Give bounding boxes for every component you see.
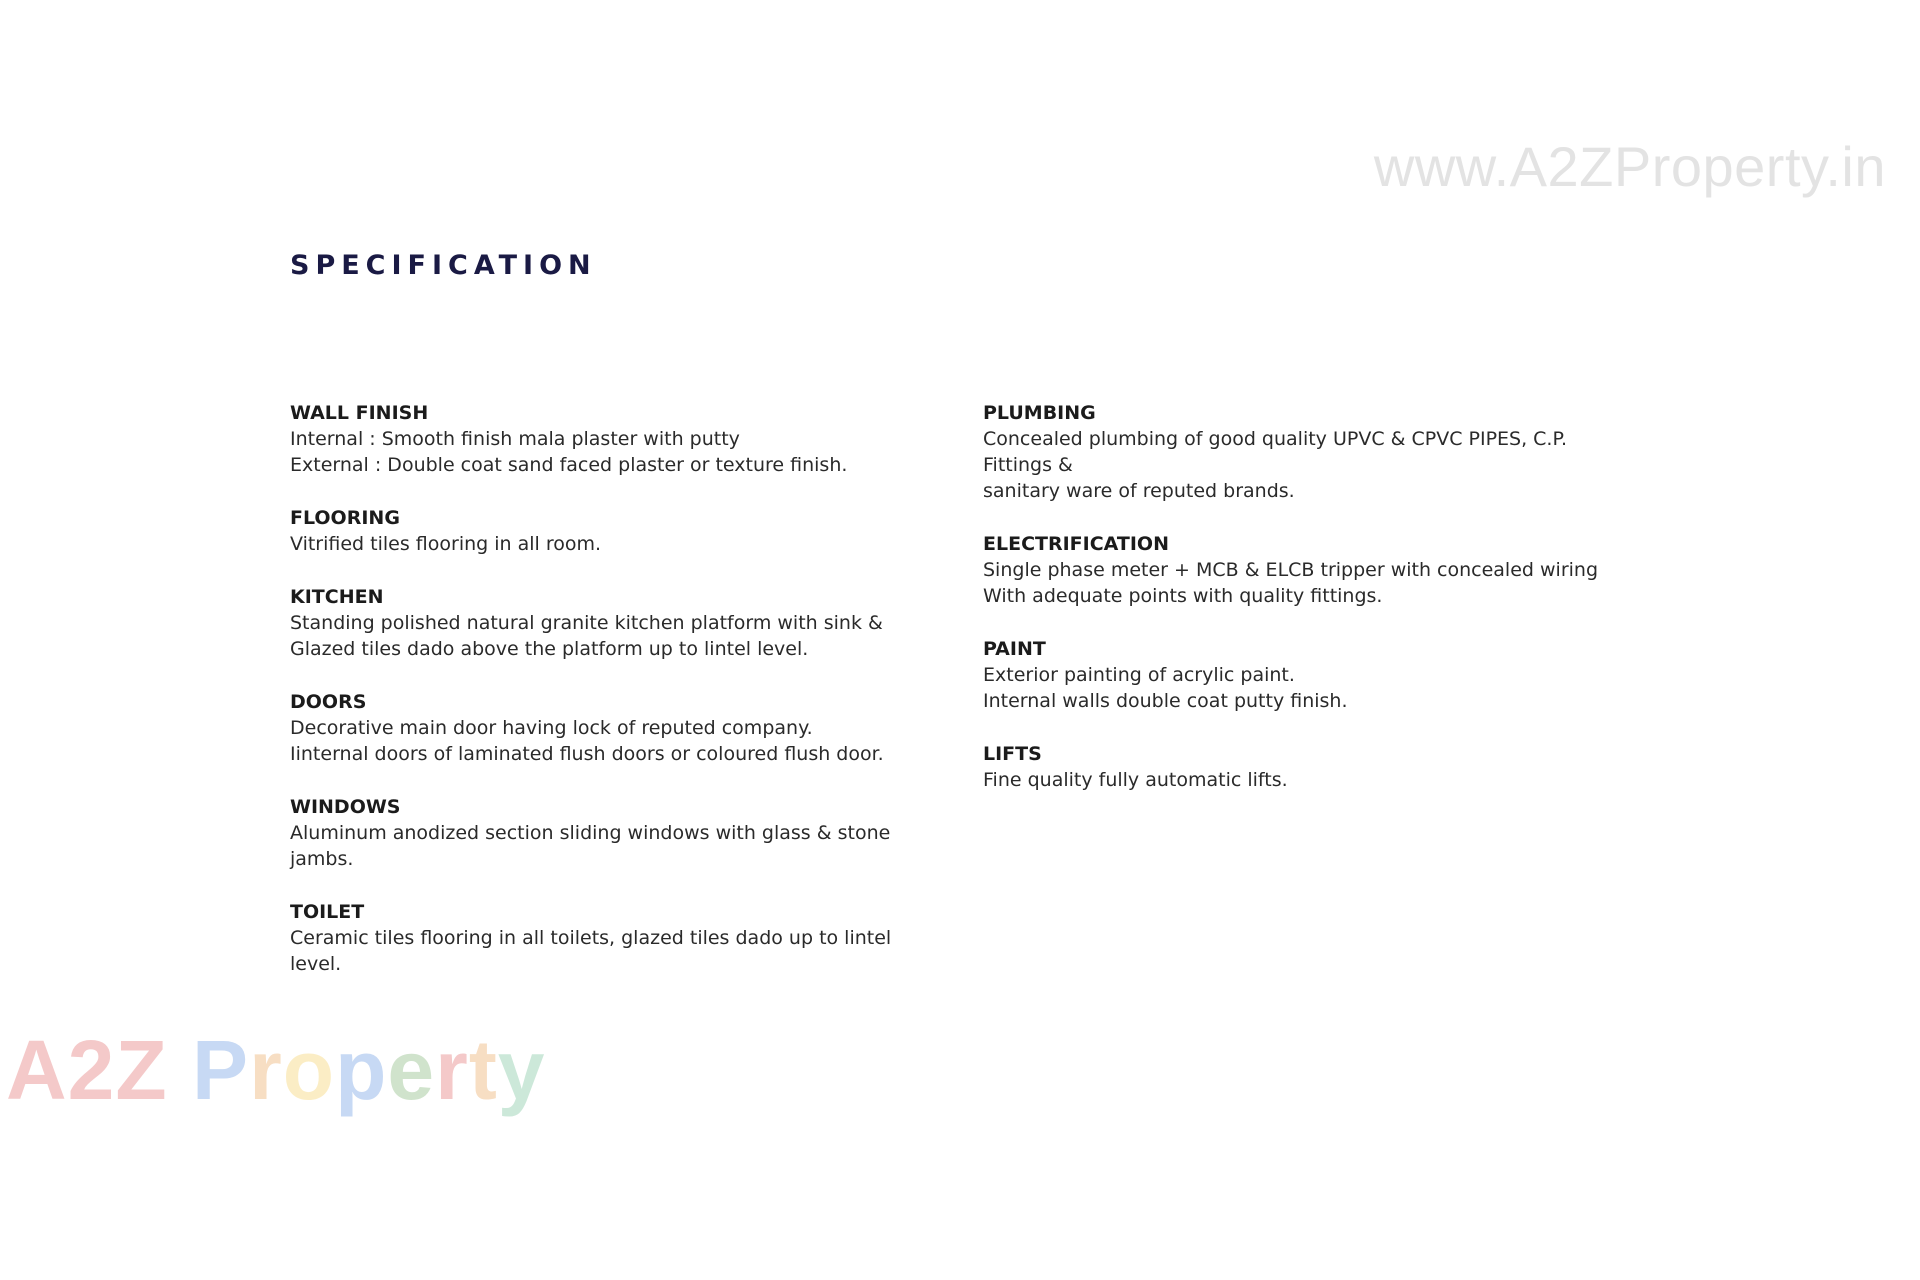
spec-line: Ceramic tiles flooring in all toilets, glazed tiles dado up to lintel — [290, 927, 892, 949]
spec-plumbing — [983, 400, 1663, 504]
spec-flooring — [290, 505, 970, 557]
spec-toilet — [290, 899, 970, 977]
spec-heading: TOILET — [290, 901, 365, 923]
spec-line: Fittings & — [983, 454, 1073, 476]
spec-heading: PAINT — [983, 638, 1046, 660]
spec-line: Concealed plumbing of good quality UPVC & CPVC PIPES, C.P. — [983, 428, 1568, 450]
spec-heading: PLUMBING — [983, 402, 1096, 424]
spec-electrification — [983, 531, 1663, 609]
spec-line: Glazed tiles dado above the platform up to lintel level. — [290, 638, 809, 660]
spec-windows — [290, 794, 970, 872]
spec-column-left — [290, 400, 970, 1004]
spec-line: Exterior painting of acrylic paint. — [983, 664, 1295, 686]
spec-line: Internal walls double coat putty finish. — [983, 690, 1348, 712]
spec-heading: WALL FINISH — [290, 402, 429, 424]
spec-line: Fine quality fully automatic lifts. — [983, 769, 1288, 791]
spec-heading: WINDOWS — [290, 796, 401, 818]
spec-line: sanitary ware of reputed brands. — [983, 480, 1295, 502]
spec-line: Single phase meter + MCB & ELCB tripper with concealed wiring — [983, 559, 1599, 581]
spec-line: Internal : Smooth finish mala plaster with putty — [290, 428, 740, 450]
spec-doors — [290, 689, 970, 767]
watermark-logo: A2Z Property — [6, 1023, 546, 1117]
spec-line: With adequate points with quality fittings. — [983, 585, 1383, 607]
spec-line: Standing polished natural granite kitchen platform with sink & — [290, 612, 883, 634]
spec-line: level. — [290, 953, 342, 975]
spec-heading: ELECTRIFICATION — [983, 533, 1169, 555]
spec-lifts — [983, 741, 1663, 793]
spec-line: jambs. — [290, 848, 354, 870]
page-title: SPECIFICATION — [290, 250, 597, 281]
spec-line: Vitrified tiles flooring in all room. — [290, 533, 602, 555]
spec-heading: DOORS — [290, 691, 367, 713]
spec-heading: KITCHEN — [290, 586, 384, 608]
spec-line: Iinternal doors of laminated flush doors or coloured flush door. — [290, 743, 884, 765]
spec-line: Aluminum anodized section sliding windows with glass & stone — [290, 822, 891, 844]
spec-wall-finish — [290, 400, 970, 478]
spec-line: Decorative main door having lock of reputed company. — [290, 717, 813, 739]
spec-heading: LIFTS — [983, 743, 1042, 765]
spec-line: External : Double coat sand faced plaster or texture finish. — [290, 454, 848, 476]
spec-heading: FLOORING — [290, 507, 400, 529]
spec-column-right — [983, 400, 1663, 820]
spec-paint — [983, 636, 1663, 714]
spec-kitchen — [290, 584, 970, 662]
watermark-url: www.A2ZProperty.in — [1373, 135, 1886, 198]
